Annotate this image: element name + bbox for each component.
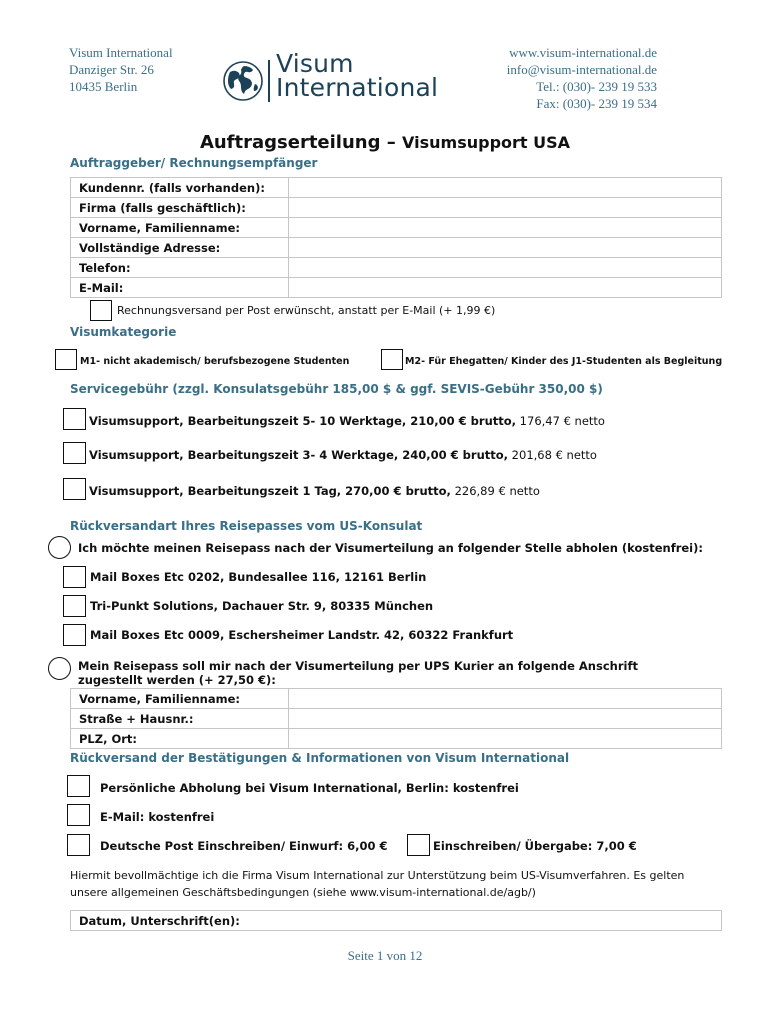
logo-line-2: International [276,73,439,102]
company-street: Danziger Str. 26 [69,62,154,77]
category-m2-checkbox[interactable] [381,349,403,370]
ups-address-table [70,688,722,749]
pickup-location-berlin-checkbox[interactable] [63,566,86,588]
client-form-table [70,177,722,298]
company-contact [507,44,657,112]
ups-field-input-name[interactable] [289,689,722,709]
service-option-2-price: Visumsupport, Bearbeitungszeit 3- 4 Werktage, 240,00 € brutto, [89,448,509,462]
ups-field-label-name: Vorname, Familienname: [71,689,289,709]
invoice-post-label: Rechnungsversand per Post erwünscht, anstatt per E-Mail (+ 1,99 €) [117,304,496,317]
pickup-location-berlin-label: Mail Boxes Etc 0202, Bundesallee 116, 12161 Berlin [90,570,427,584]
company-email: info@visum-international.de [506,62,657,77]
title-sub: Visumsupport USA [402,133,571,152]
category-m2-label: M2- Für Ehegatten/ Kinder des J1-Studenten als Begleitung [405,356,723,367]
field-input-phone[interactable] [289,258,722,278]
company-phone: Tel.: (030)- 239 19 533 [536,79,657,94]
ups-field-label-street: Straße + Hausnr.: [71,709,289,729]
company-website: www.visum-international.de [509,45,657,60]
section-confirmation-heading: Rückversand der Bestätigungen & Informationen von Visum International [70,751,570,765]
category-m1-checkbox[interactable] [55,349,77,370]
field-label-company: Firma (falls geschäftlich): [71,198,289,218]
company-name: Visum International [69,45,173,60]
title-main: Auftragserteilung – [199,132,396,153]
pickup-location-frankfurt-label: Mail Boxes Etc 0009, Eschersheimer Landstr. 42, 60322 Frankfurt [90,628,514,642]
invoice-post-checkbox[interactable] [90,300,112,321]
field-input-customer-no[interactable] [289,178,722,198]
logo-line-1: Visum [276,49,354,78]
confirmation-personal-label: Persönliche Abholung bei Visum International, Berlin: kostenfrei [100,781,519,795]
confirmation-email-checkbox[interactable] [67,804,90,826]
ups-field-input-street[interactable] [289,709,722,729]
globe-icon [222,58,264,104]
section-return-heading: Rückversandart Ihres Reisepasses vom US-Konsulat [70,519,423,533]
service-option-2-net: 201,68 € netto [508,448,597,462]
return-ups-label [78,659,638,687]
return-ups-radio[interactable] [48,657,71,680]
category-m1-label: M1- nicht akademisch/ berufsbezogene Studenten [80,356,350,367]
service-option-3-net: 226,89 € netto [450,484,540,498]
signature-field[interactable] [71,911,722,931]
page-number: Seite 1 von 12 [347,948,423,963]
field-label-email: E-Mail: [71,278,289,298]
return-pickup-label: Ich möchte meinen Reisepass nach der Visumerteilung an folgender Stelle abholen (kostenfrei): [78,541,703,555]
pickup-location-munich-checkbox[interactable] [63,595,86,617]
pickup-location-munich-label: Tri-Punkt Solutions, Dachauer Str. 9, 80335 München [90,599,434,613]
section-category-heading: Visumkategorie [70,325,177,339]
service-option-3-checkbox[interactable] [63,478,86,500]
field-label-phone: Telefon: [71,258,289,278]
company-logo [222,49,452,106]
service-option-1-checkbox[interactable] [63,408,86,430]
ups-field-label-city: PLZ, Ort: [71,729,289,749]
field-label-name: Vorname, Familienname: [71,218,289,238]
logo-wordmark [276,49,439,102]
service-option-2-checkbox[interactable] [63,442,86,464]
pickup-location-frankfurt-checkbox[interactable] [63,624,86,646]
field-input-address[interactable] [289,238,722,258]
authorization-text: Hiermit bevollmächtige ich die Firma Visum International zur Unterstützung beim US-Visumverfahren. Es gelten unsere allgemeinen Geschäftsbedingungen (siehe www.visum-international.de/agb/) [70,869,685,899]
service-option-1-price: Visumsupport, Bearbeitungszeit 5- 10 Werktage, 210,00 € brutto, [89,414,517,428]
field-input-name[interactable] [289,218,722,238]
confirmation-post-label: Deutsche Post Einschreiben/ Einwurf: 6,00 € [100,839,388,853]
confirmation-email-label: E-Mail: kostenfrei [100,810,215,824]
field-label-address: Vollständige Adresse: [71,238,289,258]
service-option-1-label [89,414,605,428]
return-pickup-radio[interactable] [48,536,71,559]
service-option-3-label [89,484,540,498]
return-ups-label-line-2: zugestellt werden (+ 27,50 €): [78,673,276,687]
return-ups-label-line-1: Mein Reisepass soll mir nach der Visumerteilung per UPS Kurier an folgende Anschrift [78,659,638,673]
signature-table [70,910,722,931]
service-option-1-net: 176,47 € netto [516,414,605,428]
confirmation-registered-checkbox[interactable] [407,834,430,856]
company-address [69,44,173,95]
confirmation-registered-label: Einschreiben/ Übergabe: 7,00 € [433,839,637,853]
company-city: 10435 Berlin [69,79,138,94]
section-service-heading: Servicegebühr (zzgl. Konsulatsgebühr 185,00 $ & ggf. SEVIS-Gebühr 350,00 $) [70,382,603,396]
page-title [0,132,770,153]
confirmation-personal-checkbox[interactable] [67,775,90,797]
ups-field-input-city[interactable] [289,729,722,749]
field-input-company[interactable] [289,198,722,218]
logo-divider [268,60,270,102]
service-option-3-price: Visumsupport, Bearbeitungszeit 1 Tag, 270,00 € brutto, [89,484,451,498]
confirmation-post-checkbox[interactable] [67,834,90,856]
signature-label: Datum, Unterschrift(en): [79,913,240,928]
field-label-customer-no: Kundennr. (falls vorhanden): [71,178,289,198]
company-fax: Fax: (030)- 239 19 534 [536,96,657,111]
section-client-heading: Auftraggeber/ Rechnungsempfänger [70,156,318,170]
field-input-email[interactable] [289,278,722,298]
service-option-2-label [89,448,597,462]
